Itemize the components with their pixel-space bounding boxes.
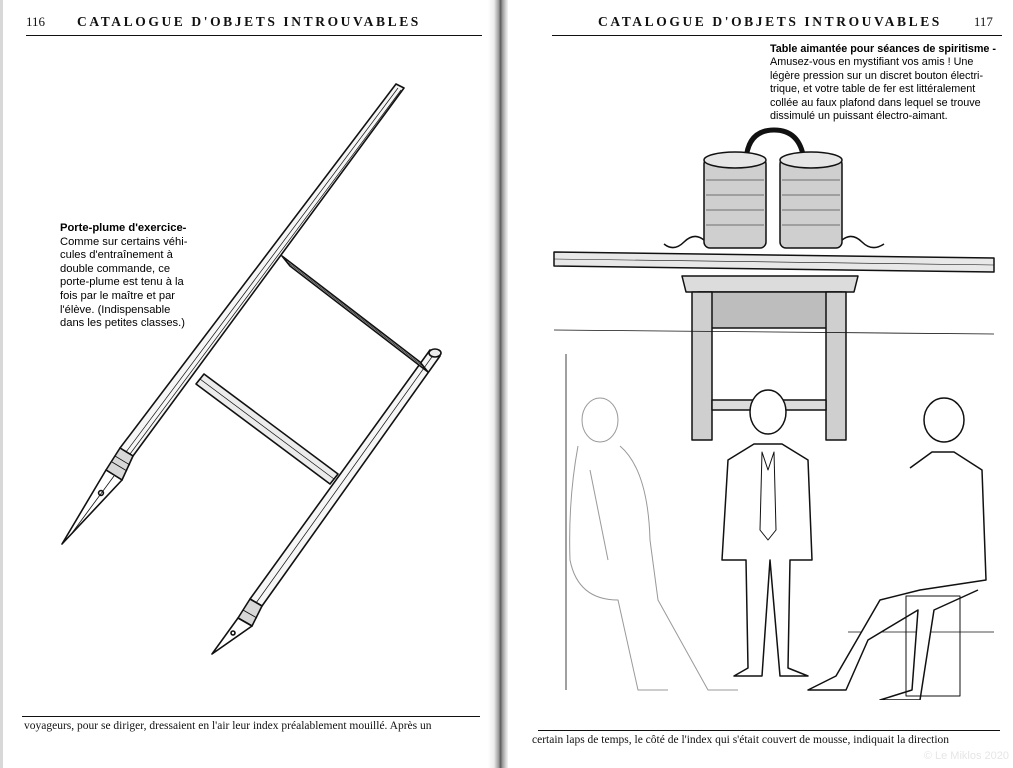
footer-rule <box>538 730 1000 731</box>
magnetic-table-illustration <box>508 0 1013 700</box>
caption-line: porte-plume est tenu à la <box>60 276 184 289</box>
left-caption-title: Porte-plume d'exercice- <box>60 222 187 234</box>
left-page <box>0 0 498 768</box>
right-footer-text: certain laps de temps, le côté de l'index qui s'était couvert de mousse, indiquait la direction <box>532 734 950 746</box>
caption-line: Comme sur certains véhi- <box>60 235 188 248</box>
right-running-title: CATALOGUE D'OBJETS INTROUVABLES <box>598 14 942 29</box>
right-page <box>508 0 1013 768</box>
left-footer-text: voyageurs, pour se diriger, dressaient en l'air leur index préalablement mouillé. Après un <box>24 720 432 732</box>
caption-line: dans les petites classes.) <box>60 317 185 330</box>
caption-line: l'élève. (Indispensable <box>60 303 171 316</box>
double-pen-illustration <box>0 0 498 700</box>
left-running-title: CATALOGUE D'OBJETS INTROUVABLES <box>77 14 421 29</box>
caption-line: cules d'entraînement à <box>60 249 173 262</box>
caption-line: Amusez-vous en mystifiant vos amis ! Une <box>770 56 974 69</box>
right-caption-title: Table aimantée pour séances de spiritisme - <box>770 43 997 55</box>
left-page-number: 116 <box>26 14 46 29</box>
copyright-watermark: © Le Miklos 2020 <box>923 750 1009 762</box>
footer-rule <box>22 716 480 717</box>
caption-line: trique, et votre table de fer est littéralement <box>770 83 976 96</box>
right-page-number: 117 <box>973 14 993 29</box>
caption-line: collée au faux plafond dans lequel se trouve <box>770 96 981 109</box>
caption-line: dissimulé un puissant électro-aimant. <box>770 110 948 123</box>
caption-line: fois par le maître et par <box>60 289 176 302</box>
caption-line: double commande, ce <box>60 262 171 275</box>
caption-line: légère pression sur un discret bouton électri- <box>770 69 984 82</box>
